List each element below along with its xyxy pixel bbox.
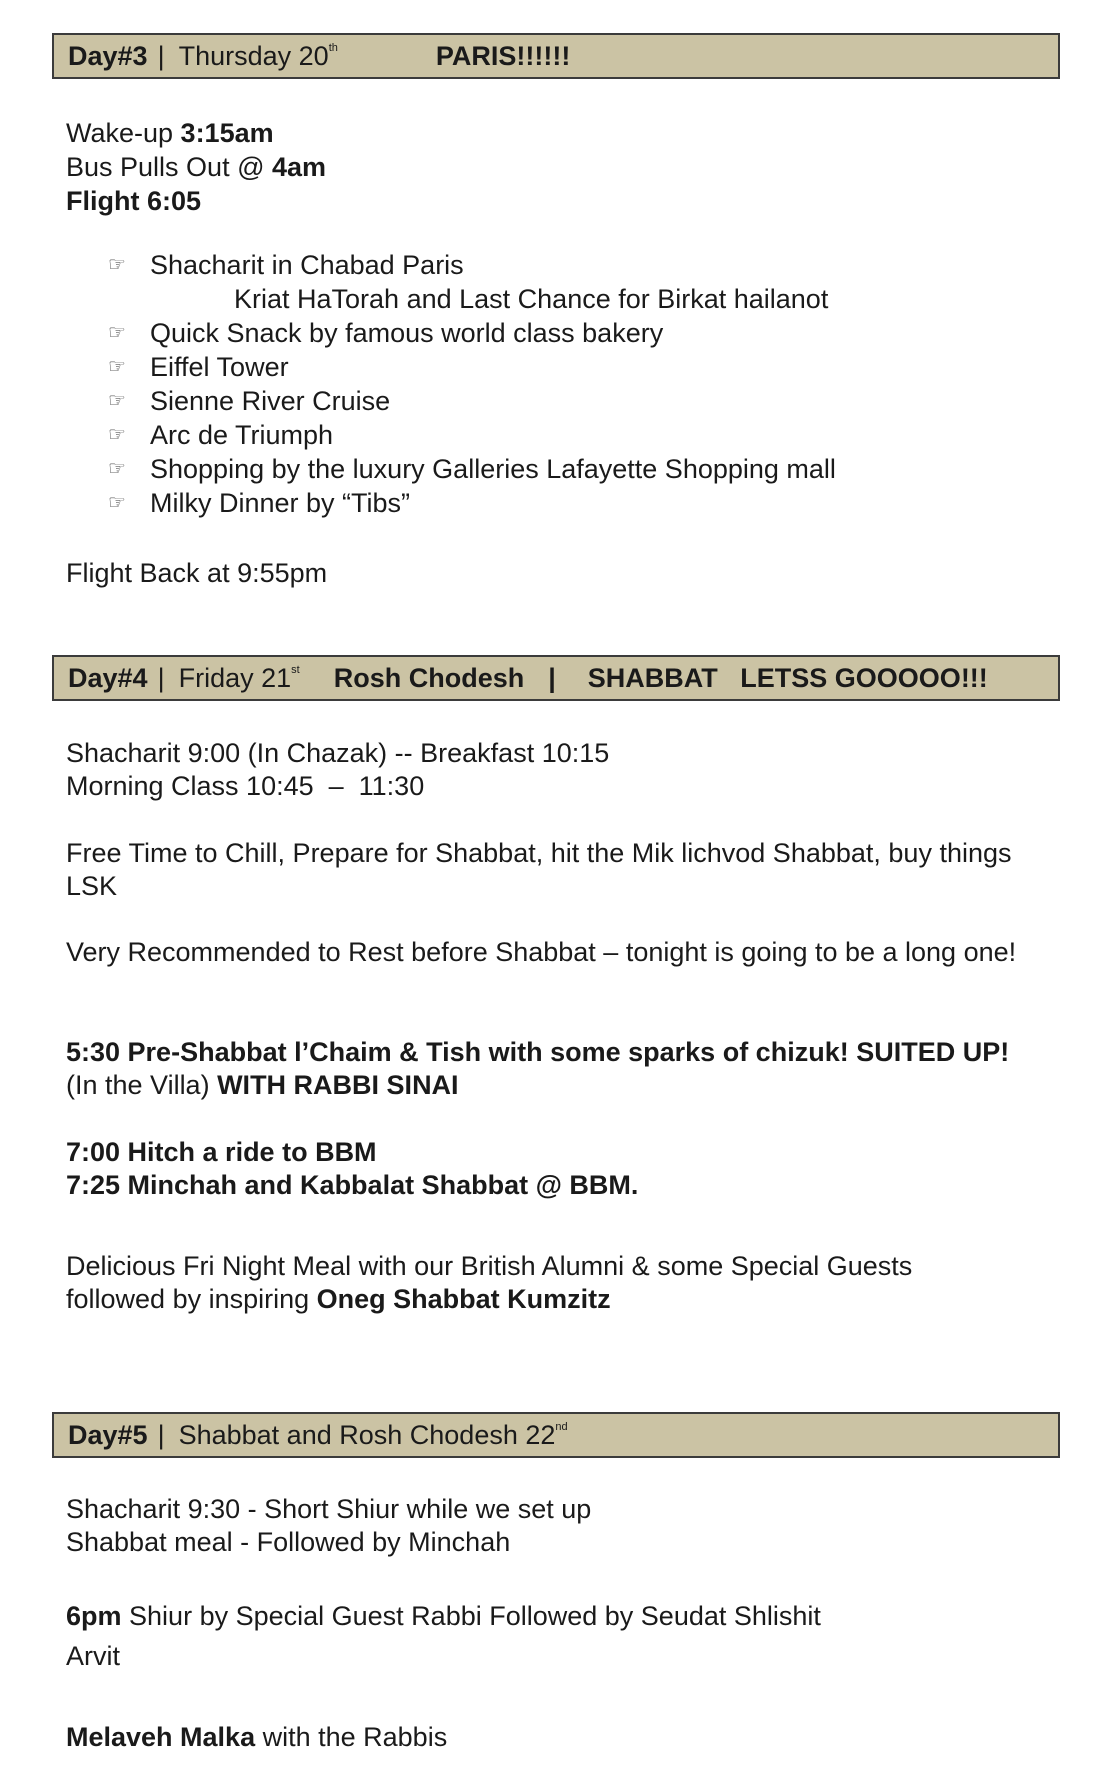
day4-minchah — [66, 1169, 638, 1202]
day5-arvit: Arvit — [66, 1641, 120, 1671]
list-item-continuation — [108, 282, 836, 316]
day4-title-shabbat: SHABBAT LETSS GOOOOO!!! — [587, 662, 988, 693]
day4-date-text: Friday 21 — [178, 662, 292, 693]
list-item-text: Shopping by the luxury Galleries Lafayette Shopping mall — [150, 454, 836, 484]
list-item — [108, 418, 836, 452]
day4-separator: | — [157, 662, 165, 693]
day4-date-suffix: st — [291, 663, 300, 676]
day4-shacharit: Shacharit 9:00 (In Chazak) -- Breakfast 10:15 — [66, 738, 610, 768]
day3-bus-label: Bus Pulls Out @ — [66, 152, 272, 182]
day4-kumzitz-bold: Oneg Shabbat Kumzitz — [316, 1284, 611, 1314]
day4-villa-rabbi: WITH RABBI SINAI — [217, 1070, 459, 1100]
day3-flight — [66, 185, 201, 218]
list-item-text: Quick Snack by famous world class bakery — [150, 318, 664, 348]
list-item-text: Sienne River Cruise — [150, 386, 391, 416]
day3-activity-list — [108, 248, 836, 520]
day5-header — [52, 1412, 1060, 1458]
day4-title-rosh-chodesh: Rosh Chodesh — [333, 662, 525, 693]
day5-shiur-time: 6pm — [66, 1601, 122, 1631]
day5-melaveh-bold: Melaveh Malka — [66, 1722, 256, 1752]
list-item-text: Milky Dinner by “Tibs” — [150, 488, 411, 518]
day3-title: PARIS!!!!!! — [435, 40, 571, 71]
day5-shabbat-meal: Shabbat meal - Followed by Minchah — [66, 1527, 511, 1557]
day5-number: Day#5 — [68, 1419, 148, 1450]
list-item-text: Kriat HaTorah and Last Chance for Birkat hailanot — [234, 284, 829, 314]
day3-date — [179, 41, 338, 72]
day4-hitch — [66, 1136, 377, 1169]
day3-bus-time: 4am — [271, 152, 327, 182]
day3-flight-text: Flight 6:05 — [66, 186, 202, 216]
day5-date-text: Shabbat and Rosh Chodesh 22 — [178, 1419, 556, 1450]
day4-free-time: Free Time to Chill, Prepare for Shabbat, hit the Mik lichvod Shabbat, buy things LSK — [66, 838, 1012, 901]
day4-pre-shabbat — [66, 1036, 1009, 1069]
day5-shiur — [66, 1600, 821, 1633]
list-item — [108, 248, 836, 282]
day5-shiur-text: Shiur by Special Guest Rabbi Followed by Seudat Shlishit — [121, 1601, 821, 1631]
day5-date — [179, 1420, 568, 1451]
day4-separator-2: | — [548, 662, 556, 693]
day5-date-suffix: nd — [555, 1420, 568, 1433]
day4-kumzitz-label: followed by inspiring — [66, 1284, 317, 1314]
day5-melaveh-malka — [66, 1721, 447, 1754]
list-item — [108, 384, 836, 418]
pointing-hand-icon: ☞ — [108, 390, 126, 412]
day4-number: Day#4 — [68, 662, 148, 693]
day4-villa — [66, 1069, 459, 1102]
day4-hitch-text: 7:00 Hitch a ride to BBM — [66, 1137, 377, 1167]
day3-header — [52, 33, 1060, 79]
day3-wakeup — [66, 117, 274, 150]
day4-date — [179, 663, 300, 694]
list-item — [108, 452, 836, 486]
pointing-hand-icon: ☞ — [108, 254, 126, 276]
pointing-hand-icon: ☞ — [108, 356, 126, 378]
day4-morning-class: Morning Class 10:45 – 11:30 — [66, 771, 425, 801]
pointing-hand-icon: ☞ — [108, 322, 126, 344]
list-item — [108, 350, 836, 384]
day4-pre-shabbat-text: 5:30 Pre-Shabbat l’Chaim & Tish with some sparks of chizuk! SUITED UP! — [66, 1037, 1010, 1067]
day5-melaveh-text: with the Rabbis — [255, 1722, 448, 1752]
day4-kumzitz — [66, 1283, 611, 1316]
day3-number: Day#3 — [68, 40, 148, 71]
list-item — [108, 316, 836, 350]
day3-wakeup-time: 3:15am — [180, 118, 274, 148]
day4-minchah-text: 7:25 Minchah and Kabbalat Shabbat @ BBM. — [66, 1170, 639, 1200]
day3-separator: | — [157, 40, 165, 71]
day4-villa-label: (In the Villa) — [66, 1070, 218, 1100]
list-item-text: Shacharit in Chabad Paris — [150, 250, 464, 280]
pointing-hand-icon: ☞ — [108, 458, 126, 480]
list-item-text: Eiffel Tower — [150, 352, 289, 382]
day3-date-suffix: th — [328, 41, 338, 54]
list-item — [108, 486, 836, 520]
day4-meal: Delicious Fri Night Meal with our British Alumni & some Special Guests — [66, 1251, 913, 1281]
day5-separator: | — [157, 1419, 165, 1450]
day4-header — [52, 655, 1060, 701]
pointing-hand-icon: ☞ — [108, 424, 126, 446]
pointing-hand-icon: ☞ — [108, 492, 126, 514]
day3-wakeup-label: Wake-up — [66, 118, 181, 148]
day3-bus — [66, 151, 326, 184]
list-item-text: Arc de Triumph — [150, 420, 334, 450]
day3-flight-back: Flight Back at 9:55pm — [66, 558, 328, 588]
day4-rest: Very Recommended to Rest before Shabbat – tonight is going to be a long one! — [66, 937, 1017, 967]
day3-date-text: Thursday 20 — [178, 40, 329, 71]
day5-shacharit: Shacharit 9:30 - Short Shiur while we set up — [66, 1494, 592, 1524]
